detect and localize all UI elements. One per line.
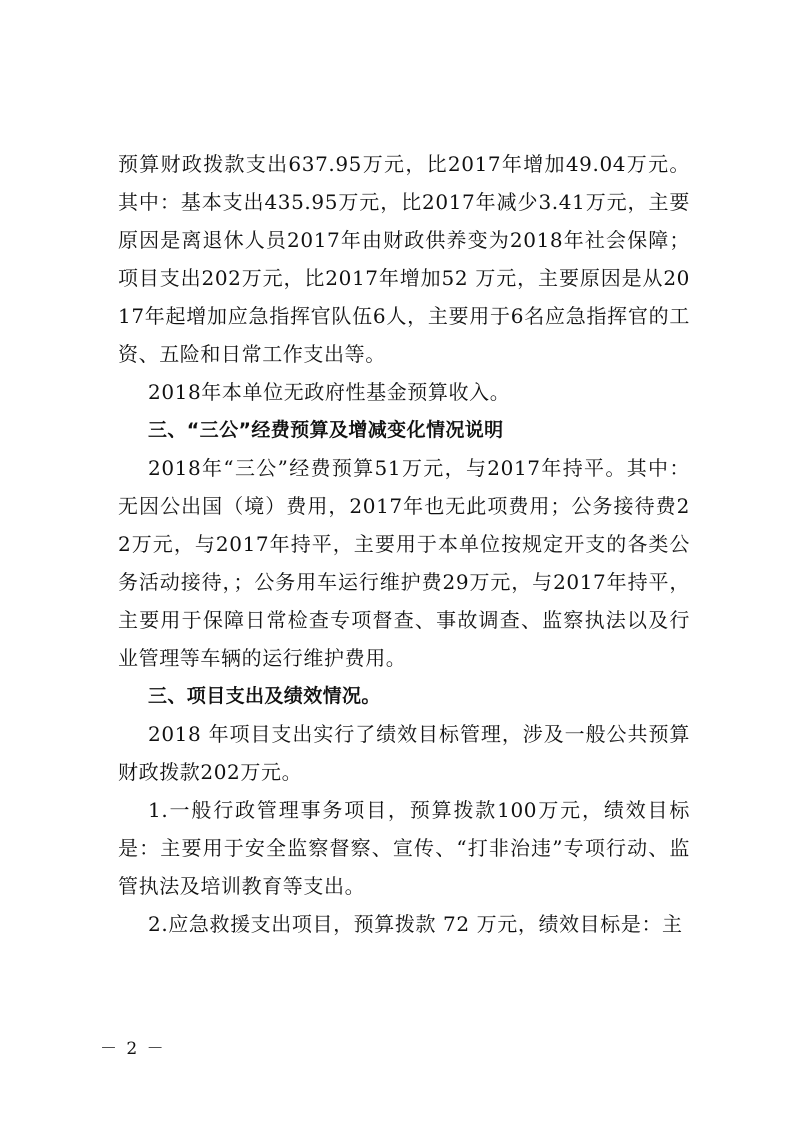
page-number: － 2 － bbox=[100, 1039, 166, 1059]
paragraph-budget-expenditure: 预算财政拨款支出637.95万元，比2017年增加49.04万元。其中：基本支出435.95万元，比2017年减少3.41万元，主要原因是离退休人员2017年由财政供养变为2018年社会保障；项目支出202万元，比2017年增加52 万元，主要原因是从2017年起增加应急指挥官队伍6人，主要用于6名应急指挥官的工资、五险和日常工作支出等。 bbox=[118, 152, 690, 366]
paragraph-three-public-expenses: 2018年“三公”经费预算51万元，与2017年持平。其中：无因公出国（境）费用，2017年也无此项费用；公务接待费22万元，与2017年持平，主要用于本单位按规定开支的各类公务活动接待，；公务用车运行维护费29万元，与2017年持平，主要用于保障日常检查专项督查、事故调查、监察执法以及行业管理等车辆的运行维护费用。 bbox=[118, 456, 690, 670]
heading-project-performance: 三、项目支出及绩效情况。 bbox=[148, 685, 381, 707]
document-body bbox=[118, 145, 690, 943]
paragraph-project-performance: 2018 年项目支出实行了绩效目标管理，涉及一般公共预算财政拨款202万元。 bbox=[118, 722, 690, 784]
paragraph-government-fund: 2018年本单位无政府性基金预算收入。 bbox=[148, 380, 511, 404]
heading-three-public-expenses: 三、“三公”经费预算及增减变化情况说明 bbox=[148, 419, 504, 441]
paragraph-emergency-project: 2.应急救援支出项目，预算拨款 72 万元，绩效目标是：主 bbox=[148, 912, 683, 936]
paragraph-admin-project: 1.一般行政管理事务项目，预算拨款100万元，绩效目标是：主要用于安全监察督察、宣传、“打非治违”专项行动、监管执法及培训教育等支出。 bbox=[118, 798, 690, 898]
